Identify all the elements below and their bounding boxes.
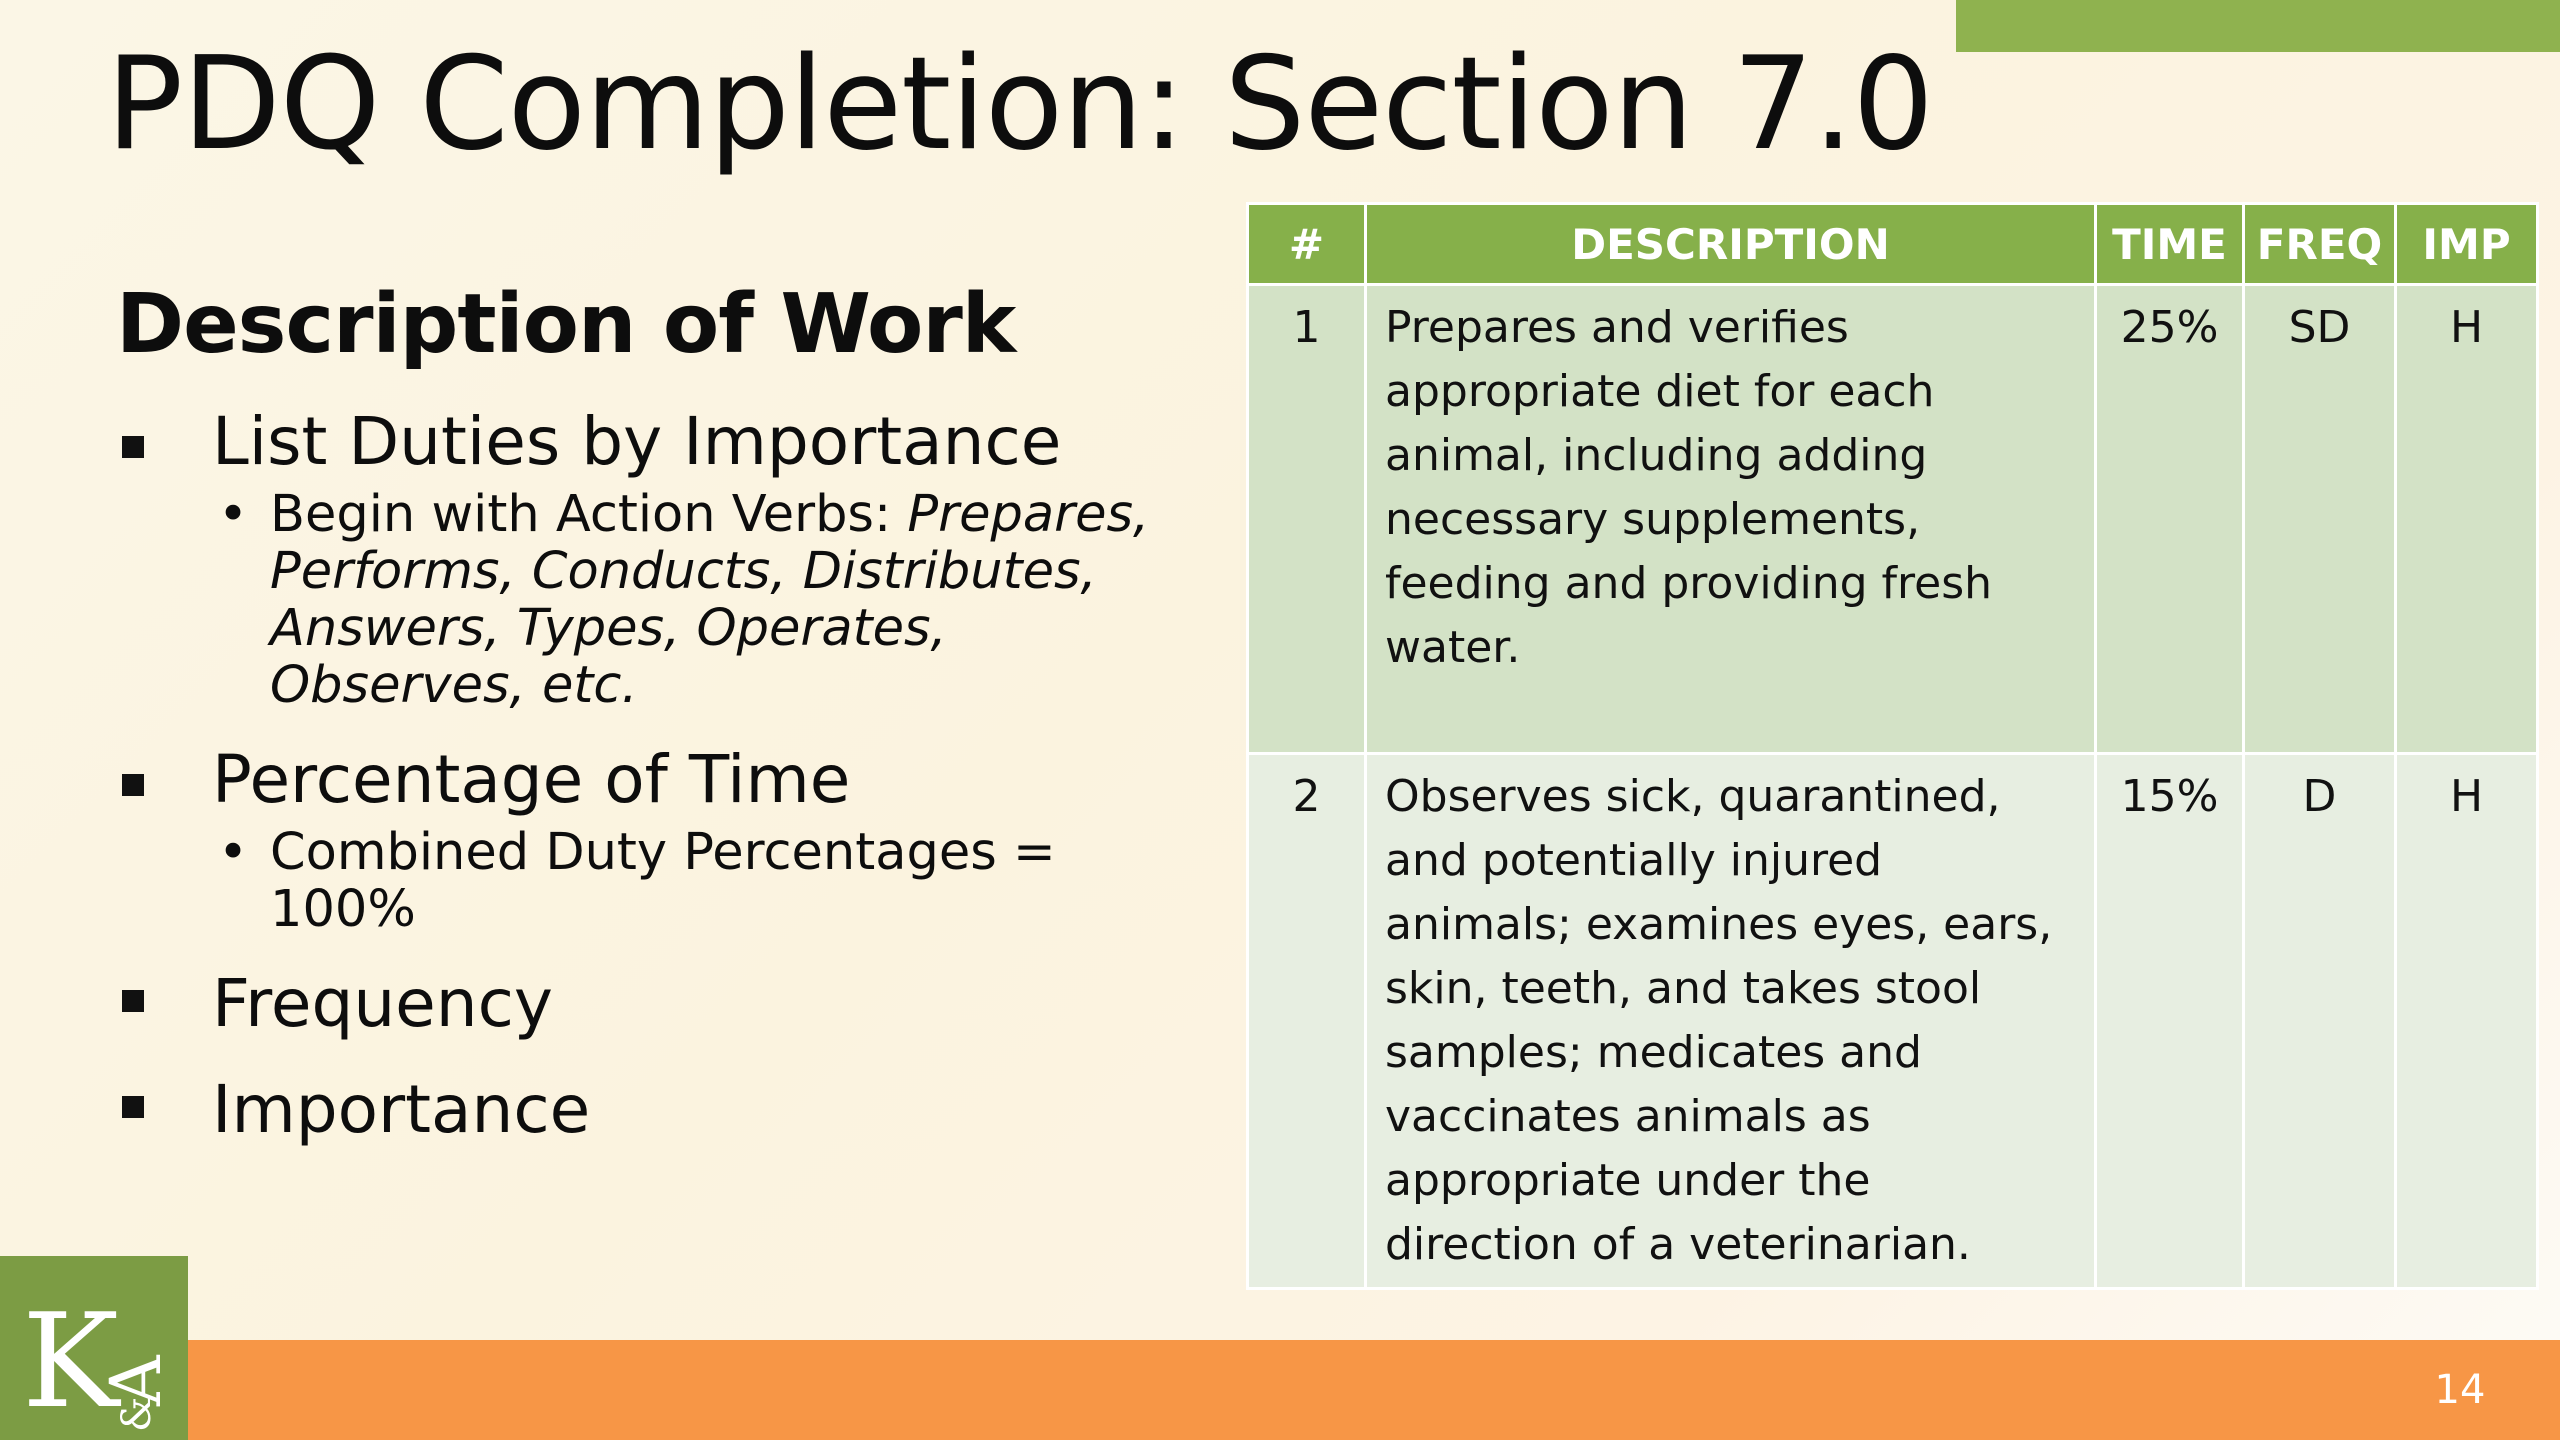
square-bullet-icon xyxy=(122,774,144,796)
ka-logo-graphic xyxy=(0,1256,188,1440)
round-bullet-icon: • xyxy=(218,823,249,882)
section-heading: Description of Work xyxy=(116,277,1016,372)
page-number: 14 xyxy=(2434,1367,2486,1413)
duties-table xyxy=(1246,202,2539,1290)
list-item xyxy=(116,960,1176,1048)
cell-description: Observes sick, quarantined, and potentially injured animals; examines eyes, ears, skin, teeth, and takes stool samples; medicates and vaccinates animals as appropriate under the direction of a veterinarian. xyxy=(1366,754,2096,1289)
cell-imp: H xyxy=(2396,754,2538,1289)
square-bullet-icon xyxy=(122,1096,144,1118)
action-verbs-examples: Prepares, Performs, Conducts, Distributes, Answers, Types, Operates, Observes, etc. xyxy=(270,485,1150,715)
cell-number: 1 xyxy=(1248,285,1366,754)
svg-text:K: K xyxy=(22,1285,120,1437)
square-bullet-icon xyxy=(122,990,144,1012)
top-accent-bar xyxy=(1956,0,2560,52)
sub-list xyxy=(212,824,1176,938)
column-header-description: DESCRIPTION xyxy=(1366,204,2096,285)
table-row xyxy=(1248,754,2538,1289)
column-header-number: # xyxy=(1248,204,1366,285)
duty-guidelines-list xyxy=(116,398,1176,1154)
cell-time: 25% xyxy=(2096,285,2244,754)
cell-description: Prepares and verifies appropriate diet for each animal, including adding necessary supplements, feeding and providing fresh water. xyxy=(1366,285,2096,754)
list-item-label: Frequency xyxy=(212,965,553,1042)
cell-time: 15% xyxy=(2096,754,2244,1289)
cell-imp: H xyxy=(2396,285,2538,754)
svg-text:A: A xyxy=(95,1355,177,1406)
column-header-imp: IMP xyxy=(2396,204,2538,285)
list-item xyxy=(116,1066,1176,1154)
list-item-label: Importance xyxy=(212,1071,591,1148)
sub-item-text: Begin with Action Verbs: xyxy=(270,485,908,544)
footer-bar xyxy=(0,1340,2560,1440)
list-item xyxy=(116,398,1176,714)
sub-list-item xyxy=(212,824,1176,938)
slide-title: PDQ Completion: Section 7.0 xyxy=(106,30,1933,179)
table-header-row xyxy=(1248,204,2538,285)
list-item-label: List Duties by Importance xyxy=(212,403,1062,480)
description-of-work-panel xyxy=(116,270,1176,1154)
table-row xyxy=(1248,285,2538,754)
round-bullet-icon: • xyxy=(218,485,249,544)
svg-text:&: & xyxy=(114,1396,160,1432)
sub-list xyxy=(212,486,1176,714)
column-header-freq: FREQ xyxy=(2244,204,2396,285)
list-item-label: Percentage of Time xyxy=(212,741,851,818)
cell-freq: D xyxy=(2244,754,2396,1289)
sub-item-text: Combined Duty Percentages = 100% xyxy=(270,823,1056,939)
cell-freq: SD xyxy=(2244,285,2396,754)
column-header-time: TIME xyxy=(2096,204,2244,285)
ka-logo-icon xyxy=(0,1256,188,1440)
list-item xyxy=(116,736,1176,938)
sub-list-item xyxy=(212,486,1176,714)
cell-number: 2 xyxy=(1248,754,1366,1289)
square-bullet-icon xyxy=(122,436,144,458)
